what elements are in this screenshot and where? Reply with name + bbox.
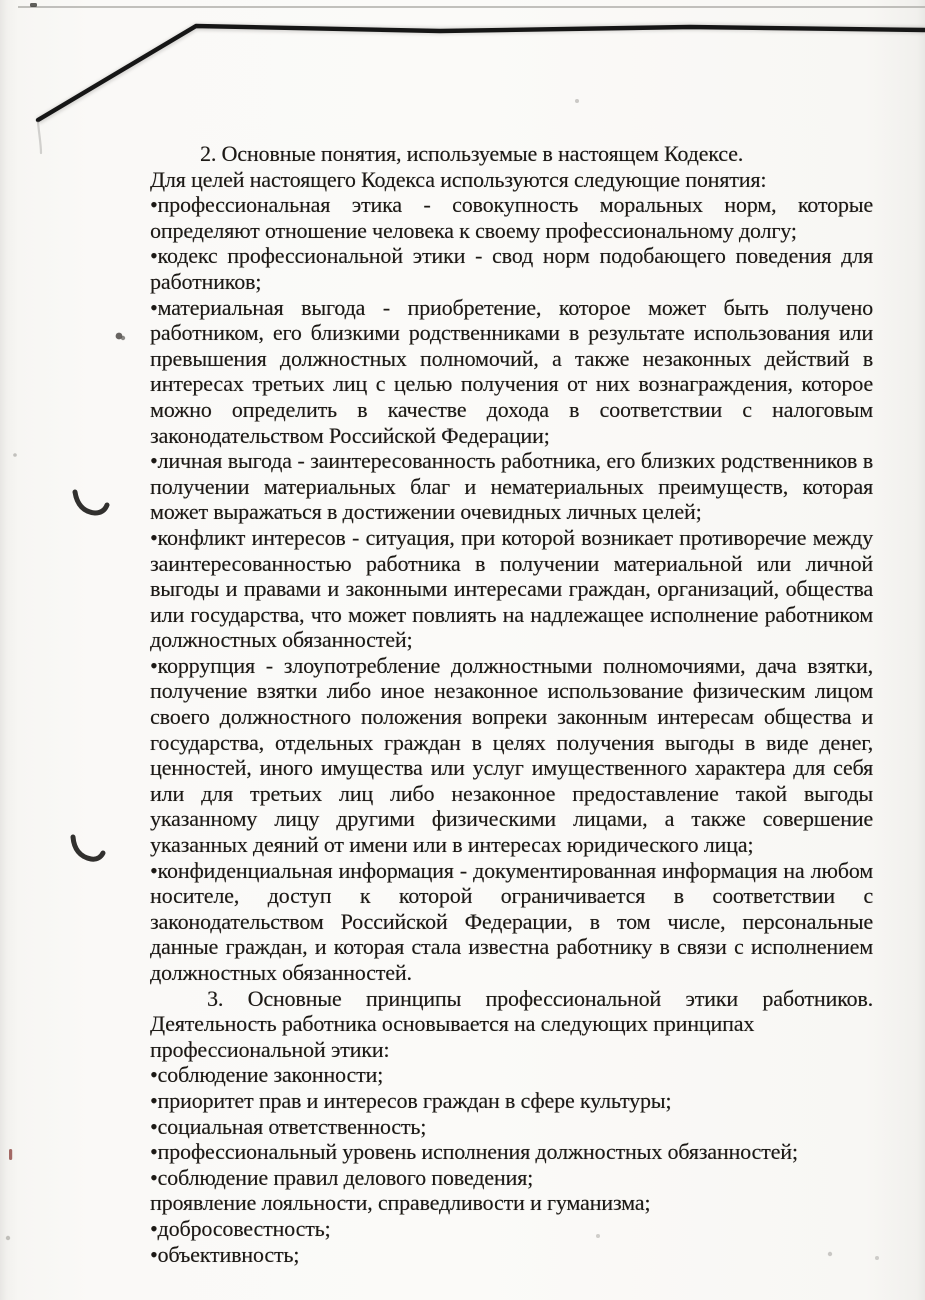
red-speck [9, 1149, 12, 1160]
dust-dot [575, 99, 579, 103]
principle-item: •добросовестность; [150, 1215, 331, 1241]
definition-conflict-of-interest: •конфликт интересов - ситуация, при которой возникает противоречие между заинтересованностью работника в получении материальной или личной выгоды и правами и законными интересами граждан, организаций, общества или государства, что может повлиять на надлежащее исполнение работником должностных обязанностей; [150, 524, 873, 653]
principle-item: •соблюдение законности; [150, 1062, 384, 1088]
principle-item: проявление лояльности, справедливости и гуманизма; [150, 1190, 651, 1216]
definition-personal-gain: •личная выгода - заинтересованность работника, его близких родственников в получении материальных благ и нематериальных преимуществ, которая может выражаться в достижении очевидных личных целей; [150, 448, 873, 525]
ink-speck [116, 333, 123, 340]
dust-dot [6, 1236, 10, 1240]
dust-dot [13, 453, 17, 457]
definition-professional-ethics: •профессиональная этика - совокупность моральных норм, которые определяют отношение человека к своему профессиональному долгу; [150, 192, 873, 243]
scan-edge-hairline [18, 6, 925, 8]
document-text-block [150, 141, 873, 1267]
definition-confidential-information: •конфиденциальная информация - документированная информация на любом носителе, доступ к которой ограничивается в соответствии с законодательством Российской Федерации, в том числе, персональные данные граждан, и которая стала известна работнику в связи с исполнением должностных обязанностей. [150, 857, 873, 985]
section-3-intro: Деятельность работника основывается на следующих принципах профессиональной этики: [150, 1011, 755, 1062]
section-2-intro: Для целей настоящего Кодекса используются следующие понятия: [150, 166, 767, 192]
ink-speck [121, 336, 125, 340]
pen-mark-2 [73, 837, 103, 859]
fold-line-wisp [38, 122, 41, 153]
definition-material-gain: •материальная выгода - приобретение, которое может быть получено работником, его близкими родственниками в результате использования или превышения должностных полномочий, а также незаконных действий в интересах третьих лиц с целью получения от них вознаграждения, которое можно определить в качестве дохода в соответствии с налоговым законодательством Российской Федерации; [150, 294, 873, 448]
principle-item: •приоритет прав и интересов граждан в сфере культуры; [150, 1087, 672, 1113]
dust-dot [875, 1256, 879, 1260]
section-2-heading: 2. Основные понятия, используемые в настоящем Кодексе. [200, 141, 744, 166]
pen-mark-1 [75, 492, 107, 513]
scan-fold-line-shadow [38, 27, 925, 121]
principle-item: •соблюдение правил делового поведения; [150, 1164, 534, 1190]
scan-fold-line [38, 26, 925, 120]
definition-corruption: •коррупция - злоупотребление должностными полномочиями, дача взятки, получение взятки либо иное незаконное использование физическим лицом своего должностного положения вопреки законным интересам общества и государства, отдельных граждан в целях получения выгоды в виде денег, ценностей, иного имущества или услуг имущественного характера для себя или для третьих лиц либо незаконное предоставление такой выгоды указанному лицу другими физическими лицами, а также совершение указанных деяний от имени или в интересах юридического лица; [150, 652, 873, 858]
definition-ethics-code: •кодекс профессиональной этики - свод норм подобающего поведения для работников; [150, 243, 873, 294]
principle-item: •социальная ответственность; [150, 1113, 427, 1139]
principle-item: •профессиональный уровень исполнения должностных обязанностей; [150, 1139, 798, 1165]
section-3-heading: 3. Основные принципы профессиональной этики работников. [207, 985, 873, 1011]
principle-item: •объективность; [150, 1241, 300, 1267]
